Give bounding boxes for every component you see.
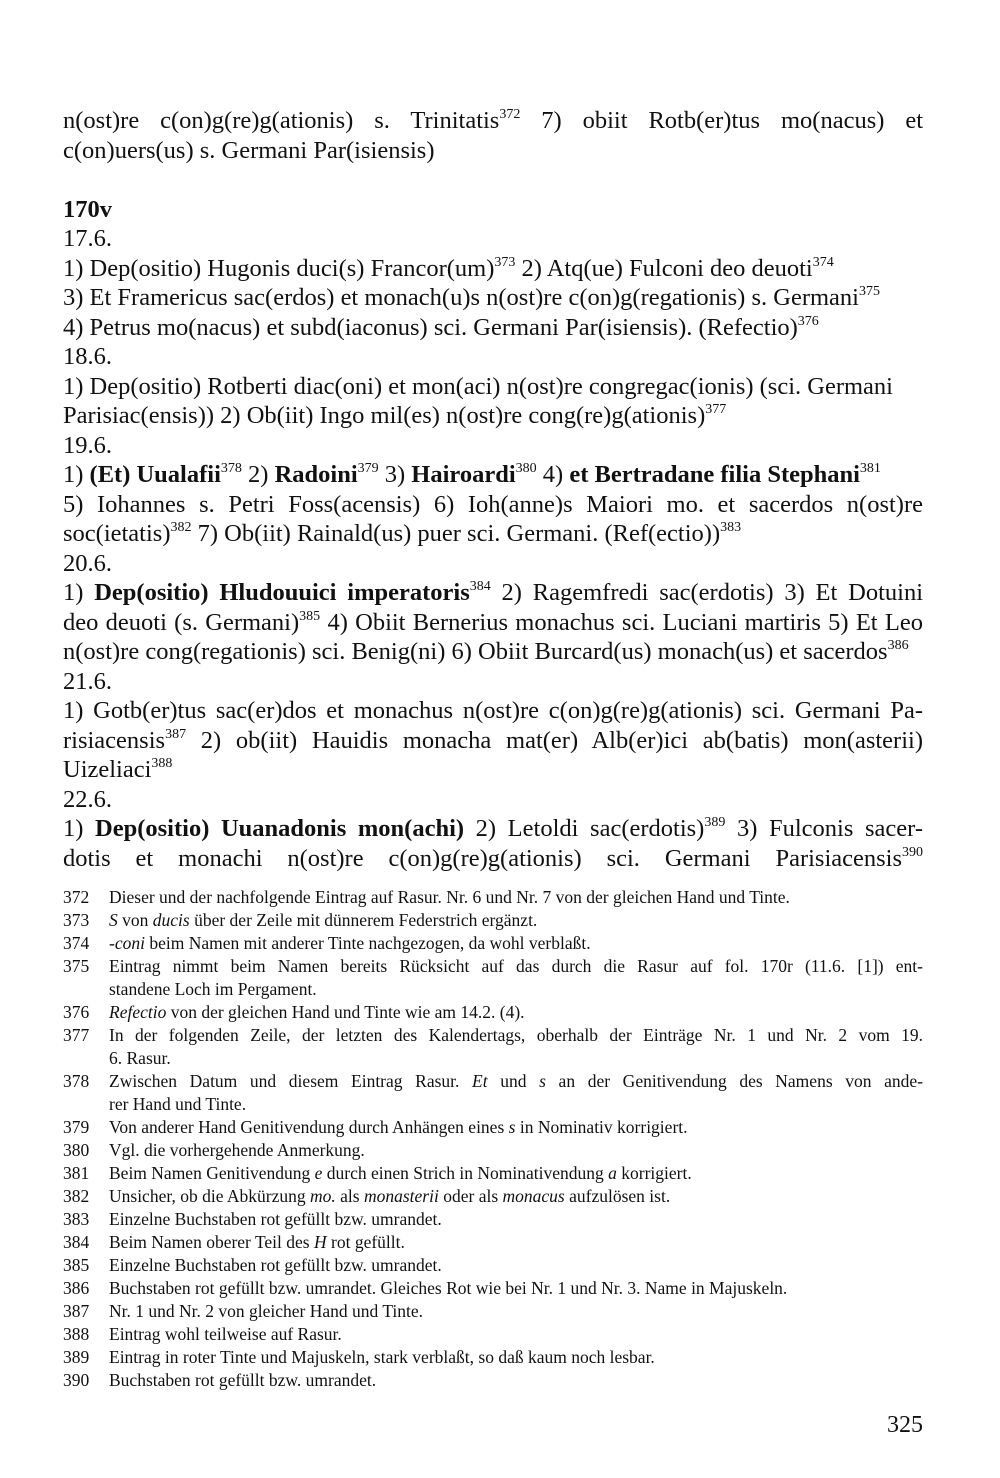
entry-text: 2) Atq(ue) Fulconi deo deuoti <box>521 254 813 282</box>
text-line <box>63 844 923 874</box>
footnote-text: Einzelne Buchstaben rot gefüllt bzw. umrandet. <box>109 1255 442 1275</box>
text-line <box>63 755 923 785</box>
footnote-ref[interactable]: 373 <box>494 254 516 270</box>
footnote-text <box>109 1001 923 1024</box>
footnote-fragment: korrigiert. <box>616 1163 692 1183</box>
date-heading: 19.6. <box>63 431 112 459</box>
footnote-number: 378 <box>63 1071 90 1091</box>
text-line <box>63 608 923 638</box>
footnote-fragment: von <box>117 910 153 930</box>
footnote-ref[interactable]: 383 <box>720 520 742 535</box>
footnote <box>63 1300 923 1323</box>
italic-term: H <box>313 1232 327 1252</box>
entry-text: 1) <box>63 461 90 488</box>
footnote-ref[interactable]: 377 <box>705 402 727 417</box>
footnote-text: Vgl. die vorhergehende Anmerkung. <box>109 1140 365 1160</box>
footnote <box>63 1139 923 1162</box>
footnote-fragment: an der Genitivendung des Namens von ande- <box>545 1071 924 1091</box>
footnote-fragment: Eintrag nimmt beim Namen bereits Rücksicht auf das durch die Rasur auf fol. 170r (11.6. [1]) ent- <box>109 956 923 976</box>
date-heading: 17.6. <box>63 225 112 252</box>
footnote <box>63 909 923 932</box>
footnote-ref[interactable]: 384 <box>469 579 491 594</box>
footnote-number: 386 <box>63 1278 90 1298</box>
footnote-fragment: oder als <box>438 1186 503 1206</box>
footnote-fragment: über der Zeile mit dünnerem Federstrich ergänzt. <box>189 910 538 930</box>
bold-name: (Et) Uualafii <box>89 461 221 488</box>
bold-name: Hairoardi <box>411 461 516 488</box>
footnote-fragment: Beim Namen Genitivendung <box>109 1163 315 1183</box>
italic-term: Refectio <box>109 1002 167 1022</box>
bold-name: et Bertradane filia Stephani <box>569 461 860 488</box>
italic-term: monacus <box>502 1186 565 1206</box>
footnote-number: 381 <box>63 1163 90 1183</box>
footnote-fragment: standene Loch im Pergament. <box>109 979 317 999</box>
footnote-ref[interactable]: 380 <box>515 461 537 476</box>
entry-text: 3) <box>378 461 412 488</box>
footnote-ref[interactable]: 378 <box>220 461 242 476</box>
entry-text: soc(ietatis) <box>63 520 171 547</box>
footnote <box>63 886 923 909</box>
footnote-fragment: durch einen Strich in Nominativendung <box>322 1163 609 1183</box>
footnote-ref[interactable]: 382 <box>170 520 192 535</box>
text-line: c(on)uers(us) s. Germani Par(isiensis) <box>63 136 435 164</box>
footnote-text: Eintrag wohl teilweise auf Rasur. <box>109 1324 342 1344</box>
footnote-fragment: beim Namen mit anderer Tinte nachgezogen, da wohl verblaßt. <box>144 933 591 953</box>
footnote-text: Dieser und der nachfolgende Eintrag auf Rasur. Nr. 6 und Nr. 7 von der gleichen Hand und Tinte. <box>109 887 790 907</box>
footnote-text: Eintrag in roter Tinte und Majuskeln, stark verblaßt, so daß kaum noch lesbar. <box>109 1347 655 1367</box>
footnote-number: 390 <box>63 1370 90 1390</box>
entry-text: 4) Obiit Bernerius monachus sci. Luciani martiris 5) Et Leo <box>320 608 923 636</box>
text-line <box>63 401 923 431</box>
text-line <box>63 578 923 608</box>
footnote <box>63 1254 923 1277</box>
footnote-fragment: von der gleichen Hand und Tinte wie am 14.2. (4). <box>166 1002 525 1022</box>
footnote-fragment <box>109 1070 923 1093</box>
footnote-number: 375 <box>63 956 90 976</box>
entry-text: n(ost)re c(on)g(re)g(ationis) s. Trinitatis <box>63 107 500 134</box>
footnote <box>63 1162 923 1185</box>
italic-term: ducis <box>152 910 190 930</box>
footnote-ref[interactable]: 381 <box>859 461 881 476</box>
entry-text: Parisiac(ensis)) 2) Ob(iit) Ingo mil(es) n(ost)re cong(re)g(ationis) <box>63 402 706 429</box>
footnote-fragment: aufzulösen ist. <box>564 1186 671 1206</box>
entry-text: n(ost)re cong(regationis) sci. Benig(ni) 6) Obiit Burcard(us) monach(us) et sacerdos <box>63 638 888 665</box>
footnote-number: 380 <box>63 1140 90 1160</box>
footnote <box>63 932 923 955</box>
bold-name: Dep(ositio) Uuanadonis mon(achi) <box>95 815 465 842</box>
entry-text: 4) Petrus mo(nacus) et subd(iaconus) sci. Germani Par(isiensis). (Refectio) <box>63 313 798 341</box>
footnote-number: 379 <box>63 1117 90 1137</box>
entry-text: 1) Dep(ositio) Hugonis duci(s) Francor(um) <box>63 254 495 282</box>
italic-term: monasterii <box>363 1186 439 1206</box>
footnote-ref[interactable]: 379 <box>357 461 379 476</box>
footnote-fragment: rot gefüllt. <box>326 1232 405 1252</box>
footnote-text <box>109 1070 923 1116</box>
footnote-number: 376 <box>63 1002 90 1022</box>
footnote-ref[interactable]: 387 <box>165 726 187 742</box>
footnote-ref[interactable]: 388 <box>151 756 173 771</box>
footnote-text <box>109 1116 923 1139</box>
footnote-number: 383 <box>63 1209 90 1229</box>
footnote <box>63 1070 923 1116</box>
entry-text: 3) Et Framericus sac(erdos) et monach(u)s n(ost)re c(on)g(regationis) s. Germani <box>63 284 859 311</box>
footnote-fragment: rer Hand und Tinte. <box>109 1094 247 1114</box>
text-line: 1) Gotb(er)tus sac(er)dos et monachus n(ost)re c(on)g(re)g(ationis) sci. Germani Pa- <box>63 697 923 724</box>
entry-text: 7) Ob(iit) Rainald(us) puer sci. Germani. (Ref(ectio)) <box>191 520 721 547</box>
footnote-text <box>109 909 923 932</box>
footnote <box>63 1116 923 1139</box>
footnote-text: Nr. 1 und Nr. 2 von gleicher Hand und Tinte. <box>109 1301 424 1321</box>
footnote <box>63 1231 923 1254</box>
italic-term: mo. <box>310 1186 336 1206</box>
entry-text: 2) Letoldi sac(erdotis) <box>464 815 705 842</box>
footnote-ref[interactable]: 386 <box>887 638 909 653</box>
footnotes <box>63 886 923 1392</box>
footnote-text: Buchstaben rot gefüllt bzw. umrandet. Gleiches Rot wie bei Nr. 1 und Nr. 3. Name in Majuskeln. <box>109 1278 788 1298</box>
page-number: 325 <box>887 1412 923 1438</box>
entry-text: 2) ob(iit) Hauidis monacha mat(er) Alb(er)ici ab(batis) mon(asterii) <box>186 726 923 754</box>
footnote <box>63 1001 923 1024</box>
text-line <box>63 460 923 490</box>
entry-text: deo deuoti (s. Germani) <box>63 608 300 636</box>
italic-term: s <box>539 1071 546 1091</box>
text-line: 5) Iohannes s. Petri Foss(acensis) 6) Ioh(anne)s Maiori mo. et sacerdos n(ost)re <box>63 490 923 518</box>
footnote-number: 384 <box>63 1232 90 1252</box>
bold-name: Radoini <box>274 461 358 488</box>
footnote <box>63 1323 923 1346</box>
footnote <box>63 955 923 1001</box>
footnote-fragment: Beim Namen oberer Teil des <box>109 1232 314 1252</box>
footnote-text <box>109 932 923 955</box>
footnote-fragment: Unsicher, ob die Abkürzung <box>109 1186 310 1206</box>
footnote-number: 389 <box>63 1347 90 1367</box>
footnote-number: 385 <box>63 1255 90 1275</box>
date-heading: 22.6. <box>63 785 112 813</box>
italic-term: e <box>314 1163 323 1183</box>
footnote-text: Einzelne Buchstaben rot gefüllt bzw. umrandet. <box>109 1209 442 1229</box>
footnote-ref[interactable]: 389 <box>704 815 726 830</box>
footnote-ref[interactable]: 375 <box>858 284 880 299</box>
entry-text: 3) Fulconis sacer- <box>725 815 923 842</box>
entry-text: 4) <box>536 461 570 488</box>
date-heading: 21.6. <box>63 667 112 695</box>
footnote-fragment: 6. Rasur. <box>109 1048 171 1068</box>
footnote-fragment: Von anderer Hand Genitivendung durch Anhängen eines <box>109 1117 509 1137</box>
text-line <box>63 313 923 343</box>
bold-name: Dep(ositio) Hludouuici imperatoris <box>94 579 470 606</box>
footnote-fragment: In der folgenden Zeile, der letzten des Kalendertags, oberhalb der Einträge Nr. 1 und Nr. 2 vom 19. <box>109 1025 923 1045</box>
italic-term: s <box>508 1117 516 1137</box>
entry-text: 2) <box>241 461 275 488</box>
main-text <box>63 106 923 873</box>
footnote-text <box>109 1024 923 1070</box>
footnote-number: 387 <box>63 1301 90 1321</box>
footnote <box>63 1185 923 1208</box>
text-line <box>63 637 923 667</box>
footnote-ref[interactable]: 376 <box>797 313 819 329</box>
footnote <box>63 1277 923 1300</box>
footnote-number: 374 <box>63 933 90 953</box>
footnote-fragment: Zwischen Datum und diesem Eintrag Rasur. <box>109 1071 473 1091</box>
italic-term: -coni <box>109 933 145 953</box>
italic-term: a <box>608 1163 617 1183</box>
footnote-ref[interactable]: 390 <box>902 844 923 860</box>
entry-text: dotis et monachi n(ost)re c(on)g(re)g(ationis) sci. Germani Parisiacensis <box>63 844 902 872</box>
footnote-fragment: in Nominativ korrigiert. <box>515 1117 688 1137</box>
footnote-number: 372 <box>63 887 90 907</box>
footnote <box>63 1024 923 1070</box>
text-line <box>63 726 923 756</box>
date-heading: 20.6. <box>63 549 112 577</box>
text-line <box>63 254 923 284</box>
footnote <box>63 1346 923 1369</box>
entry-text: Uizeliaci <box>63 756 152 783</box>
footnote-number: 377 <box>63 1025 90 1045</box>
text-line <box>63 519 923 549</box>
footnote-fragment: als <box>335 1186 364 1206</box>
footnote-ref[interactable]: 385 <box>299 608 321 624</box>
footnote-text <box>109 1231 923 1254</box>
footnote <box>63 1208 923 1231</box>
entry-text: 1) <box>63 579 95 606</box>
text-line <box>63 283 923 313</box>
date-heading: 18.6. <box>63 343 112 370</box>
footnote-number: 382 <box>63 1186 90 1206</box>
entry-text: 1) <box>63 815 96 842</box>
entry-text: risiacensis <box>63 726 166 754</box>
footnote <box>63 1369 923 1392</box>
italic-term: Et <box>472 1071 488 1091</box>
footnote-text: Buchstaben rot gefüllt bzw. umrandet. <box>109 1370 377 1390</box>
footnote-text <box>109 1185 923 1208</box>
text-line: 1) Dep(ositio) Rotberti diac(oni) et mon(aci) n(ost)re congregac(ionis) (sci. Germani <box>63 372 893 400</box>
footnote-number: 388 <box>63 1324 90 1344</box>
footnote-text <box>109 1162 923 1185</box>
footnote-number: 373 <box>63 910 90 930</box>
text-line <box>63 106 923 136</box>
entry-text: 7) obiit Rotb(er)tus mo(nacus) et <box>541 107 923 134</box>
folio-heading: 170v <box>63 195 112 223</box>
entry-text: 2) Ragemfredi sac(erdotis) 3) Et Dotuini <box>490 579 923 606</box>
footnote-ref[interactable]: 372 <box>499 107 521 122</box>
footnote-text <box>109 955 923 1001</box>
text-line <box>63 814 923 844</box>
footnote-ref[interactable]: 374 <box>812 254 834 270</box>
footnote-fragment: und <box>487 1071 540 1091</box>
italic-term: S <box>109 910 118 930</box>
